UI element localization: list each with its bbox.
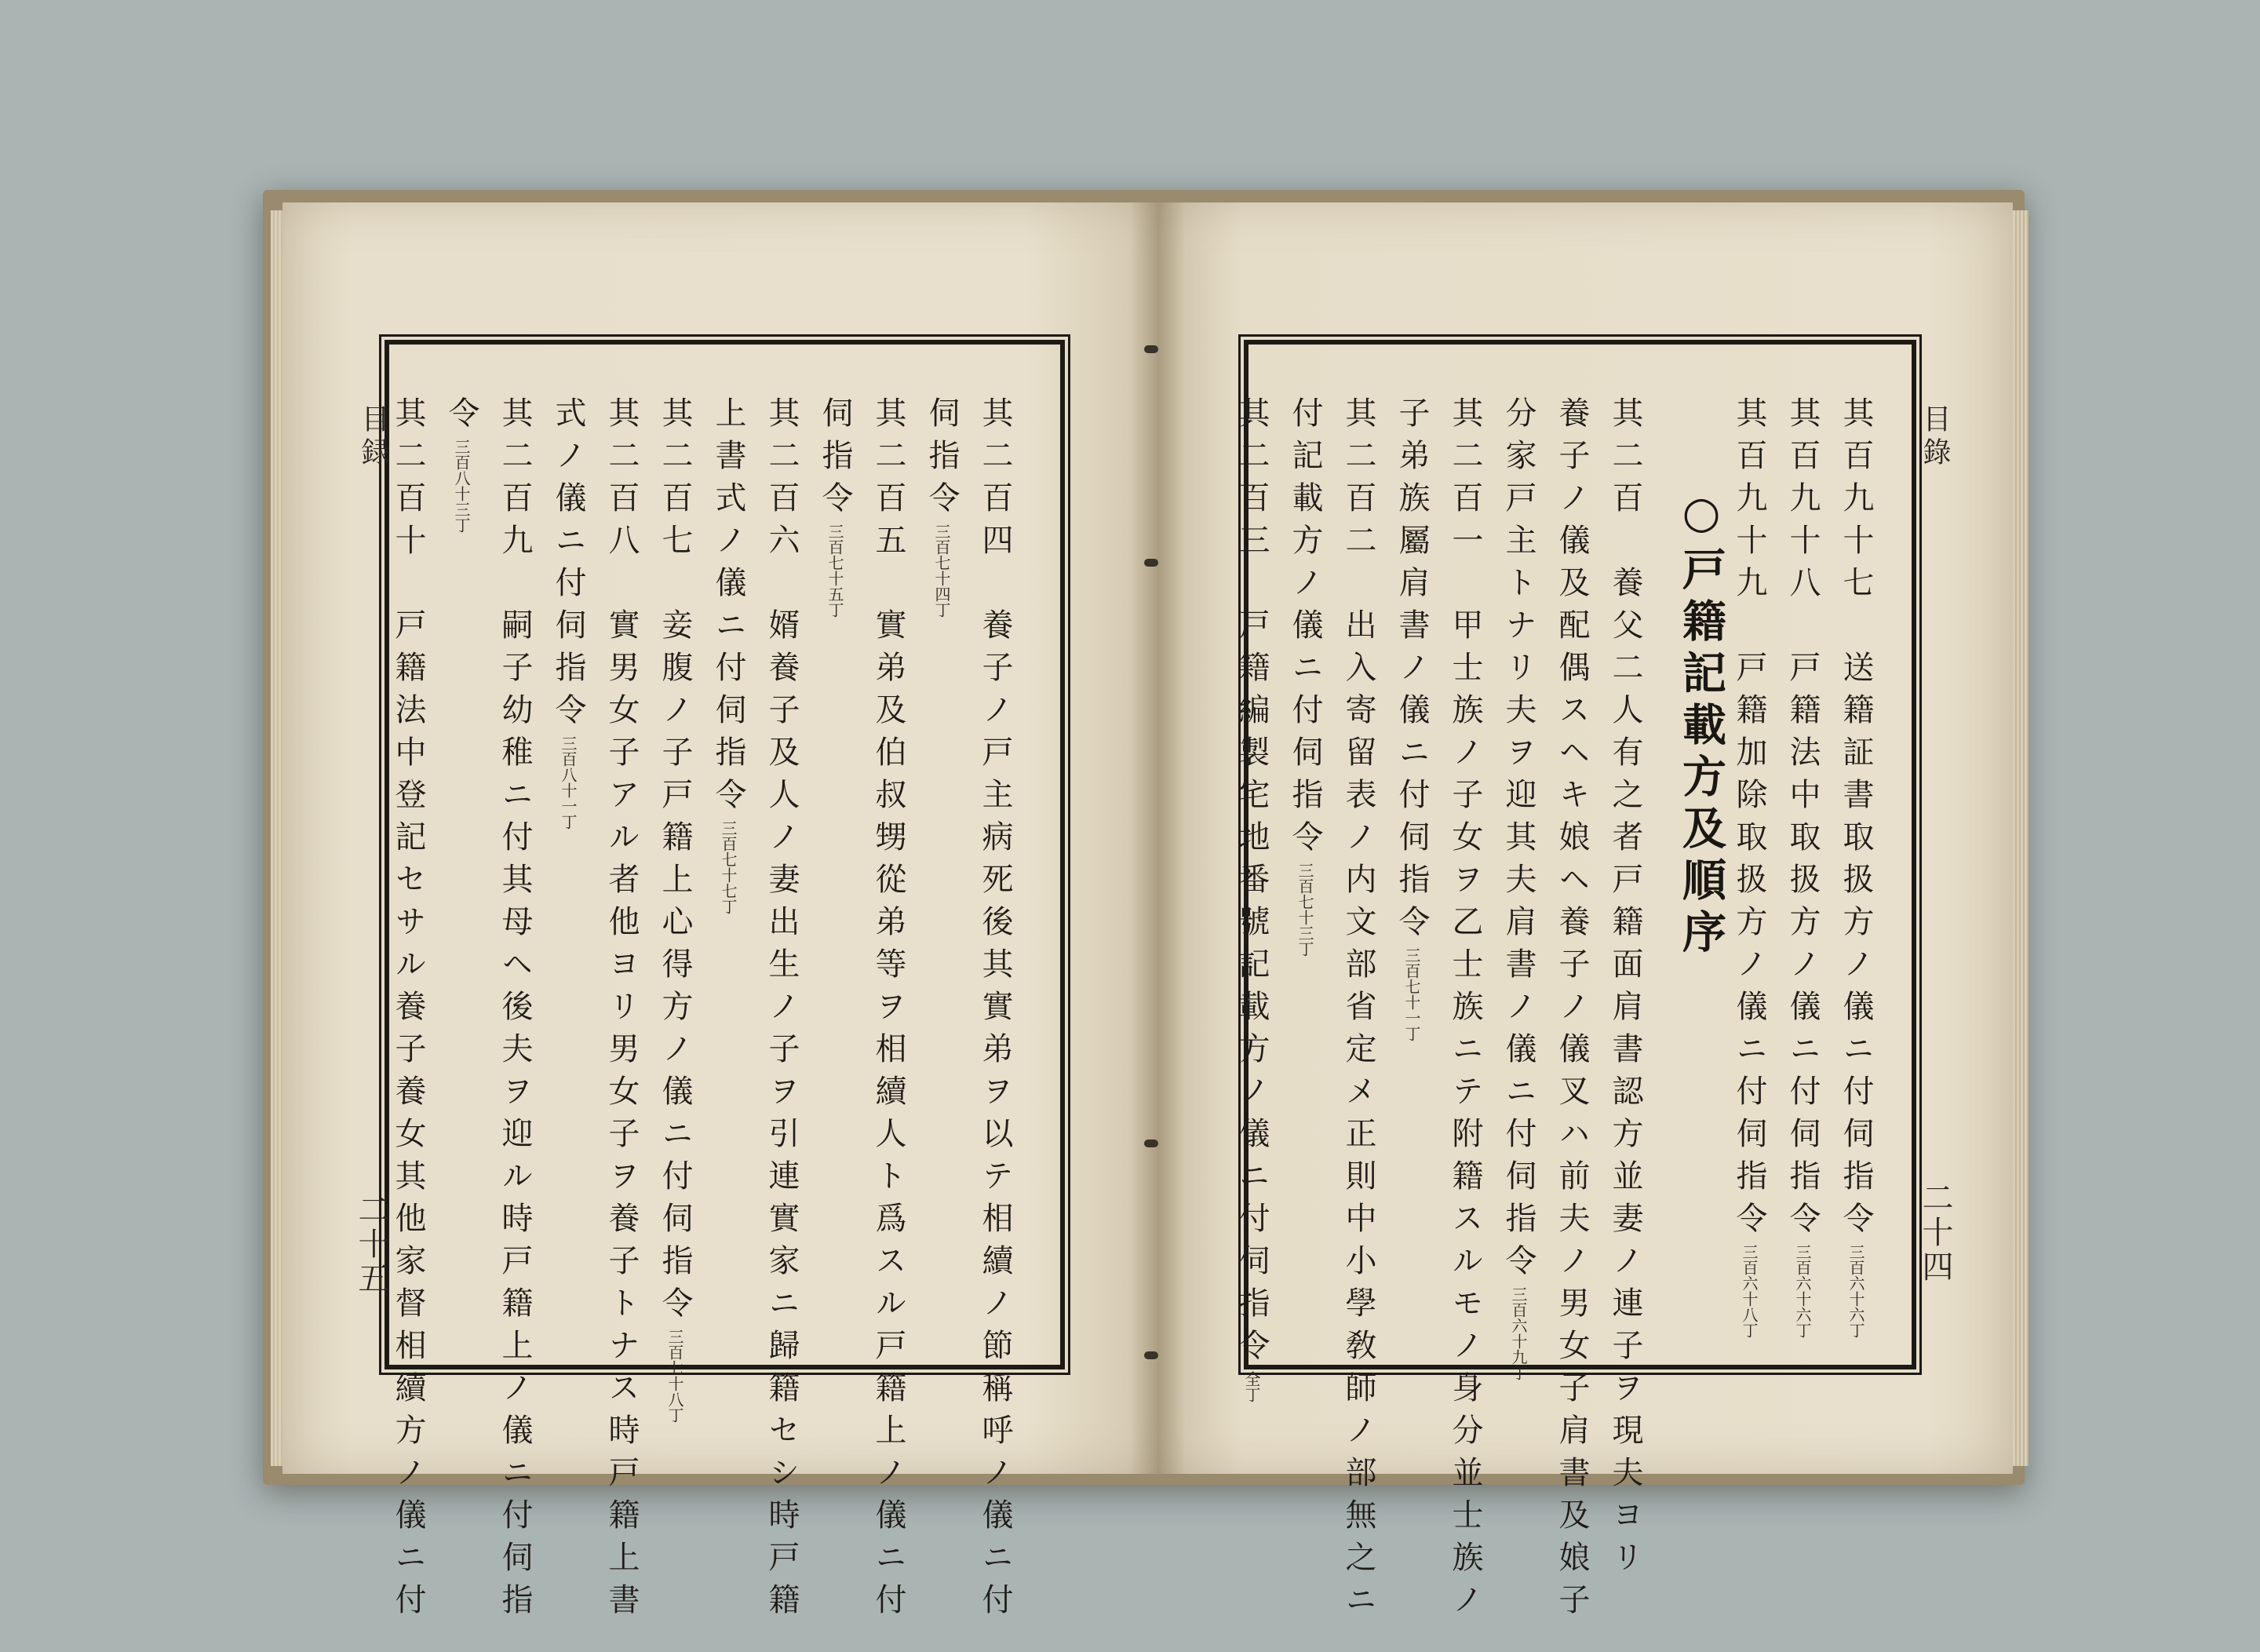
text-column	[979, 396, 1011, 1625]
page-reference-note: 三百八十一丁	[559, 735, 578, 830]
column-text: 付記載方ノ儀ニ付伺指令	[1287, 396, 1323, 862]
column-text: 子弟族屬肩書ノ儀ニ付伺指令	[1394, 396, 1430, 947]
text-column	[497, 396, 533, 1625]
page-reference-note: 三百七十八丁	[665, 1329, 684, 1423]
column-text: 上書式ノ儀ニ付伺指令	[710, 396, 746, 820]
column-text: 其二百六 婿養子及人ノ妻出生ノ子ヲ引連實家ニ歸籍セシ時戸籍	[764, 396, 800, 1625]
text-column	[710, 396, 746, 914]
binding-stitch	[1144, 1140, 1158, 1147]
column-text: 其百九十七 送籍証書取扱方ノ儀ニ付伺指令	[1838, 396, 1874, 1244]
text-column	[764, 396, 800, 1625]
text-column	[1840, 396, 1872, 1338]
column-text: 其二百四 養子ノ戸主病死後其實弟ヲ以テ相續ノ節稱呼ノ儀ニ付	[977, 396, 1013, 1625]
column-text: 其二百八 實男女子アル者他ヨリ男女子ヲ養子トナス時戸籍上書	[603, 396, 640, 1625]
text-column	[1554, 396, 1590, 1625]
column-text: 令	[443, 396, 479, 439]
binding-stitch	[1144, 559, 1158, 567]
column-text: 其百九十九 戸籍加除取扱方ノ儀ニ付伺指令	[1731, 396, 1767, 1244]
page-reference-note: 三百六十六丁	[1846, 1244, 1865, 1338]
text-column	[1234, 396, 1270, 1402]
text-column	[603, 396, 640, 1625]
text-column	[552, 396, 584, 830]
column-text: 養子ノ儀及配偶スヘキ娘ヘ養子ノ儀叉ハ前夫ノ男女子肩書及娘子	[1554, 396, 1590, 1625]
text-column	[659, 396, 691, 1423]
text-column	[443, 396, 479, 533]
page-reference-note: 全丁	[1242, 1371, 1261, 1402]
page-reference-note: 三百六十八丁	[1740, 1244, 1759, 1338]
left-page-number: 二十五	[353, 1193, 389, 1296]
gutter	[1130, 202, 1185, 1474]
text-column	[1340, 396, 1376, 1625]
text-column	[1289, 396, 1321, 957]
section-title: ○戸籍記載方及順序	[1675, 487, 1727, 961]
column-text: 其二百九 嗣子幼稚ニ付其母ヘ後夫ヲ迎ル時戸籍上ノ儀ニ付伺指	[497, 396, 533, 1625]
text-column	[392, 396, 424, 1625]
column-text: 其二百七 妾腹ノ子戸籍上心得方ノ儀ニ付伺指令	[657, 396, 693, 1329]
right-page-number: 二十四	[1917, 1181, 1953, 1285]
binding-stitch	[1144, 345, 1158, 353]
page-reference-note: 三百七十四丁	[932, 523, 951, 618]
text-column	[1609, 396, 1641, 1583]
page-reference-note: 三百七十一丁	[1402, 947, 1421, 1041]
column-text: 其二百二 出入寄留表ノ内文部省定メ正則中小學敎師ノ部無之ニ	[1340, 396, 1376, 1625]
text-column	[1733, 396, 1765, 1338]
column-text: 其二百五 實弟及伯叔甥從弟等ヲ相續人ト爲スル戸籍上ノ儀ニ付	[870, 396, 906, 1625]
page-reference-note: 三百六十九丁	[1509, 1286, 1528, 1380]
page-reference-note: 三百六十六丁	[1793, 1244, 1812, 1338]
text-column	[819, 396, 851, 618]
page-reference-note: 三百七十七丁	[719, 820, 738, 914]
column-text: 其二百十 戸籍法中登記セサル養子養女其他家督相續方ノ儀ニ付	[390, 396, 426, 1625]
text-column	[1784, 396, 1821, 1338]
text-column	[870, 396, 906, 1625]
column-text: 分家戸主トナリ夫ヲ迎其夫肩書ノ儀ニ付伺指令	[1500, 396, 1536, 1286]
page-reference-note: 三百七十三丁	[1296, 862, 1314, 957]
column-text: 其二百 養父二人有之者戸籍面肩書認方並妻ノ連子ヲ現夫ヨリ	[1607, 396, 1643, 1583]
text-column	[1449, 396, 1481, 1625]
column-text: 伺指令	[817, 396, 853, 523]
column-text: 伺指令	[924, 396, 960, 523]
text-column	[924, 396, 960, 618]
page-reference-note: 三百八十三丁	[452, 439, 471, 533]
binding-stitch	[1144, 1351, 1158, 1359]
page-reference-note: 三百七十五丁	[826, 523, 844, 618]
left-page-header: 目録	[357, 404, 389, 470]
right-page-header: 目錄	[1919, 404, 1951, 470]
column-text: 其二百三 戸籍編製宅地番號記載方ノ儀ニ付伺指令	[1234, 396, 1270, 1371]
text-column	[1500, 396, 1536, 1380]
column-text: 其百九十八 戸籍法中取扱方ノ儀ニ付伺指令	[1784, 396, 1821, 1244]
column-text: 其二百一 甲士族ノ子女ヲ乙士族ニテ附籍スルモノ身分並士族ノ	[1447, 396, 1483, 1625]
column-text: 式ノ儀ニ付伺指令	[550, 396, 586, 735]
text-column	[1394, 396, 1430, 1041]
